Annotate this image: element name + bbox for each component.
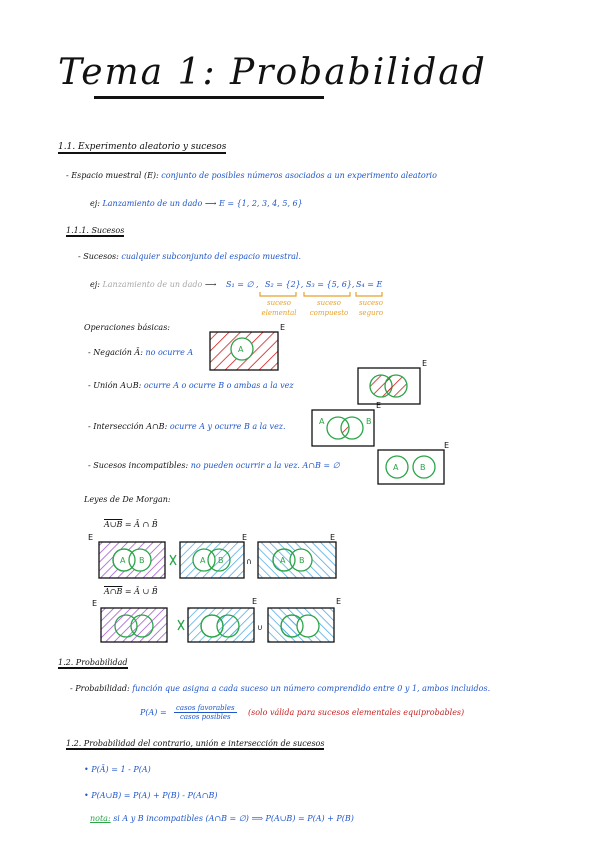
op-inter-def: ocurre A y ocurre B a la vez.: [169, 422, 286, 431]
prob-def: función que asigna a cada suceso un número comprendido entre 0 y 1, ambos incluidos.: [132, 684, 491, 693]
op-neg-label: - Negación Ā:: [88, 348, 143, 357]
venn-incompatible-e: E: [444, 441, 450, 450]
venn-incompatible-a: A: [393, 463, 399, 472]
op-incomp-def: no pueden ocurrir a la vez. A∩B = ∅: [190, 461, 340, 470]
op-neg-def: no ocurre A: [145, 348, 194, 357]
morgan-1-left: A∪B: [104, 520, 123, 529]
venn-intersection-e: E: [376, 401, 382, 410]
venn-negation: [208, 323, 288, 372]
morgan-1c-a: A: [280, 556, 286, 565]
morgan-2-left: A∩B: [104, 587, 123, 596]
ops-heading: Operaciones básicas:: [84, 323, 171, 332]
morgan-2a-e: E: [92, 599, 98, 608]
example-2-s3: S₃ = {5, 6},: [306, 280, 355, 289]
laplace-note: (solo válida para sucesos elementales equiprobables): [248, 708, 465, 717]
venn-union-e: E: [422, 359, 428, 368]
morgan-2b-e: E: [252, 597, 258, 606]
example-2-prefix: ej:: [90, 280, 100, 289]
op-union-label: - Unión A∪B:: [88, 381, 142, 390]
venn-negation-e: E: [280, 323, 286, 332]
op-negation: [88, 348, 193, 357]
morgan-2-right: = Ā ∪ B̄: [124, 587, 158, 596]
sucesos-label: - Sucesos:: [78, 252, 119, 261]
venn-intersection: [310, 401, 386, 450]
example-2-note-1: suceso elemental: [261, 299, 297, 317]
example-1-set: E = {1, 2, 3, 4, 5, 6}: [218, 199, 303, 208]
laplace-fraction: [174, 704, 237, 721]
example-2-s2: S₂ = {2},: [265, 280, 304, 289]
section-heading-1-1: 1.1. Experimento aleatorio y sucesos: [58, 142, 227, 152]
morgan-law-1: [104, 520, 158, 529]
title-underline: [94, 96, 324, 99]
sucesos-def: cualquier subconjunto del espacio muestral.: [121, 252, 302, 261]
op-incomp-label: - Sucesos incompatibles:: [88, 461, 189, 470]
morgan-1-right: = Ā ∩ B̄: [124, 520, 158, 529]
op-union-def: ocurre A o ocurre B o ambas a la vez: [143, 381, 294, 390]
morgan-1a-a: A: [120, 556, 126, 565]
nota-line: [90, 814, 354, 823]
sucesos-line: [78, 252, 301, 261]
morgan-1b-b: B: [218, 556, 224, 565]
example-1-label: Lanzamiento de un dado: [102, 199, 203, 208]
morgan-1b-e: E: [242, 533, 248, 542]
venn-intersection-a: A: [319, 417, 325, 426]
example-1-prefix: ej:: [90, 199, 100, 208]
morgan-2-diagrams: [92, 597, 352, 646]
page-title: Tema 1: Probabilidad: [58, 52, 487, 93]
arrow-icon: ⟶: [204, 280, 217, 289]
espacio-label: - Espacio muestral (E):: [66, 171, 159, 180]
example-2-label: Lanzamiento de un dado: [102, 280, 203, 289]
laplace-lhs: P(A) =: [140, 708, 167, 717]
morgan-heading: Leyes de De Morgan:: [84, 495, 171, 504]
op-union: [88, 381, 294, 390]
nota-label: nota:: [90, 814, 111, 823]
section-heading-1-2: 1.2. Probabilidad: [58, 658, 128, 667]
venn-incompatible: [376, 441, 450, 486]
op-incompatible: [88, 461, 340, 470]
morgan-1b-a: A: [200, 556, 206, 565]
morgan-1a-e: E: [88, 533, 94, 542]
morgan-law-2: [104, 587, 158, 596]
venn-intersection-b: B: [366, 417, 372, 426]
formula-2: • P(A∪B) = P(A) + P(B) - P(A∩B): [84, 791, 218, 800]
section-heading-1-1-1: 1.1.1. Sucesos: [66, 226, 125, 235]
section-heading-1-2-sub: 1.2. Probabilidad del contrario, unión e intersección de sucesos: [66, 739, 325, 748]
prob-label: - Probabilidad:: [70, 684, 130, 693]
morgan-1a-b: B: [139, 556, 145, 565]
arrow-icon: ⟶: [204, 199, 217, 208]
example-2-s1: S₁ = ∅ ,: [226, 280, 259, 289]
laplace-num: casos favorables: [176, 704, 235, 712]
op-intersection: [88, 422, 286, 431]
op-inter-label: - Intersección A∩B:: [88, 422, 168, 431]
laplace-den: casos posibles: [179, 713, 231, 721]
example-2-note-2: suceso compuesto: [309, 299, 349, 317]
probabilidad-line: [70, 684, 490, 693]
morgan-1c-e: E: [330, 533, 336, 542]
morgan-2-cup: ∪: [257, 623, 263, 632]
example-2: [90, 280, 216, 289]
nota-text: si A y B incompatibles (A∩B = ∅) ⟹ P(A∪B) = P(A) + P(B): [113, 814, 354, 823]
formula-1: • P(Ā) = 1 - P(A): [84, 765, 151, 774]
venn-negation-a: A: [238, 345, 244, 354]
morgan-2c-e: E: [336, 597, 342, 606]
example-2-s4: S₄ = E: [356, 280, 383, 289]
venn-union: [356, 359, 432, 408]
morgan-1c-b: B: [299, 556, 305, 565]
venn-incompatible-b: B: [420, 463, 426, 472]
morgan-1-diagrams: [88, 533, 354, 583]
espacio-def: conjunto de posibles números asociados a un experimento aleatorio: [161, 171, 437, 180]
example-1: [90, 199, 303, 208]
espacio-muestral-line: [66, 171, 437, 180]
morgan-1-cap: ∩: [246, 557, 252, 566]
example-2-note-3: suceso seguro: [358, 299, 384, 317]
